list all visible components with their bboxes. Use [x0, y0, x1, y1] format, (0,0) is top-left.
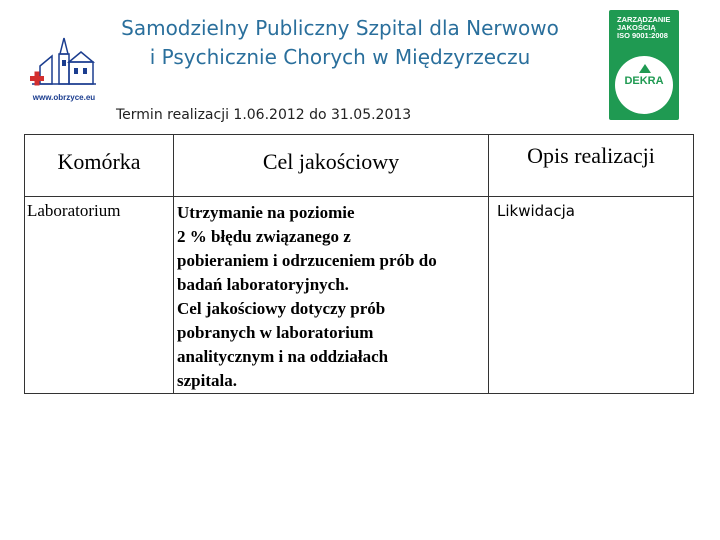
- header-cell-goal: Cel jakościowy: [174, 135, 489, 197]
- svg-text:www.obrzyce.eu: www.obrzyce.eu: [32, 93, 96, 102]
- table-header-row: [25, 135, 694, 197]
- hospital-logo-icon: [26, 36, 102, 108]
- cell-description: Likwidacja: [489, 197, 694, 394]
- table-row: [25, 197, 694, 394]
- cert-brand: DEKRA: [624, 75, 664, 87]
- cert-seal: [615, 56, 673, 114]
- quality-goals-table: [24, 134, 694, 394]
- cell-unit: Laboratorium: [25, 197, 174, 394]
- cell-goal: Utrzymanie na poziomie 2 % błędu związanego z pobieraniem i odrzuceniem prób do badań laboratoryjnych. Cel jakościowy dotyczy prób pobranych w laboratorium analitycznym i na oddziałach szpitala.: [174, 197, 489, 394]
- dekra-certificate-icon: [609, 10, 679, 120]
- cert-line-1: ZARZĄDZANIE: [617, 15, 671, 24]
- title-line-1: Samodzielny Publiczny Szpital dla Nerwowo: [121, 16, 559, 40]
- page-title: [96, 14, 584, 72]
- term-text: Termin realizacji 1.06.2012 do 31.05.2013: [116, 107, 412, 123]
- cert-line-2: JAKOŚCIĄ: [617, 23, 656, 32]
- dekra-triangle-icon: [639, 64, 651, 73]
- header-cell-unit: Komórka: [25, 135, 174, 197]
- header-cell-description: Opis realizacji: [489, 135, 694, 197]
- cert-line-3: ISO 9001:2008: [617, 31, 668, 40]
- title-line-2: i Psychicznie Chorych w Międzyrzeczu: [149, 45, 531, 69]
